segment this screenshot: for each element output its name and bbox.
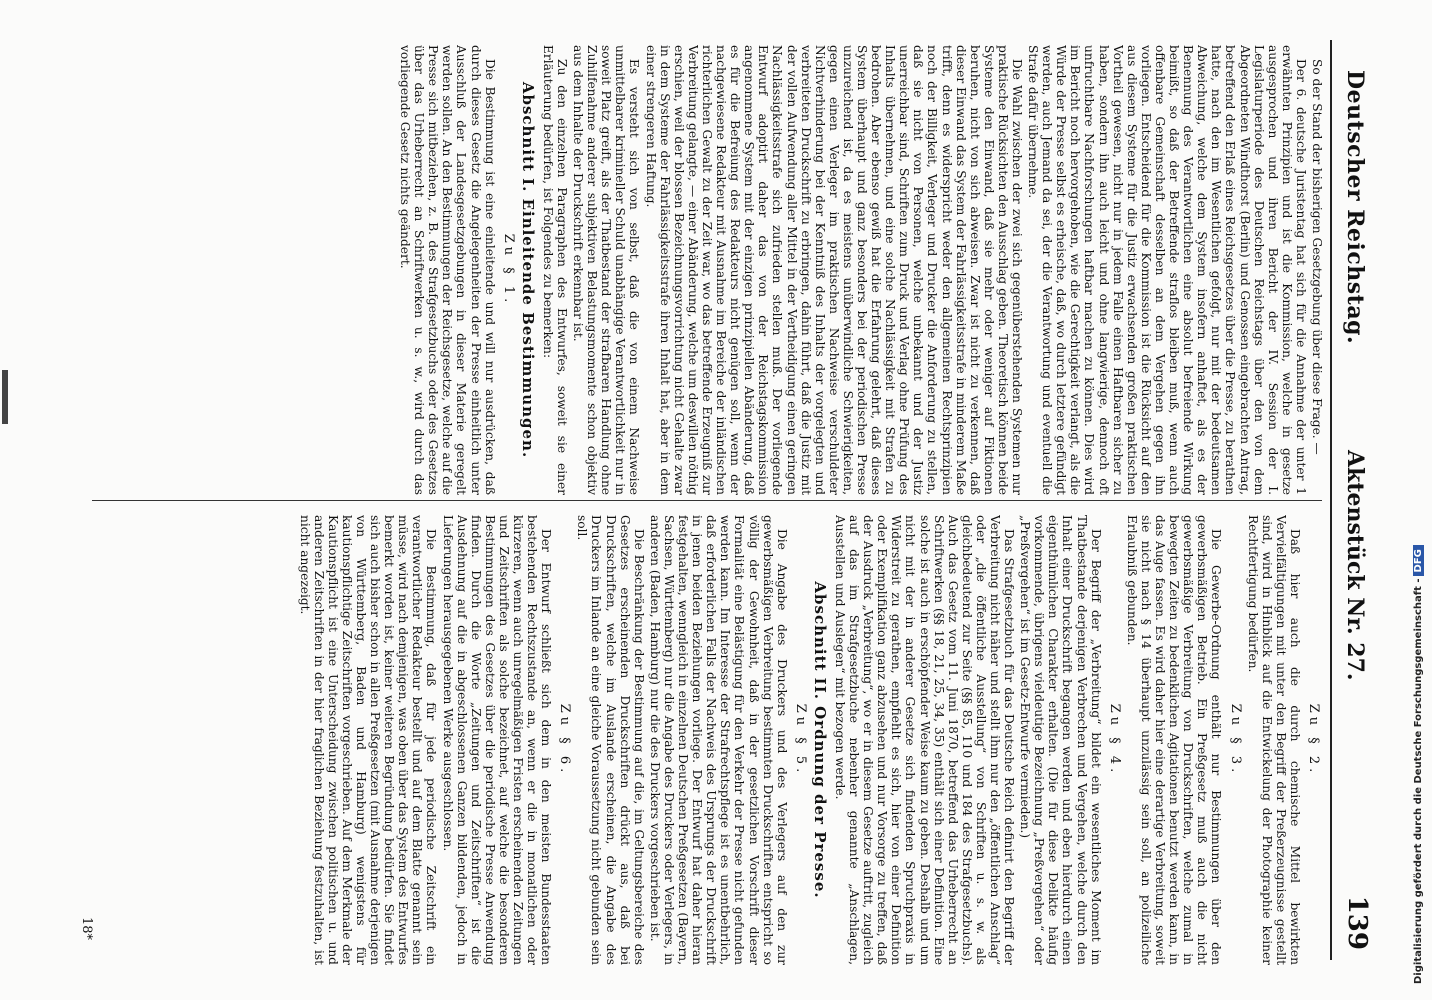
- text-column-right: [84, 515, 1324, 965]
- body-paragraph: Die Bestimmung, daß für jede periodische Zeitschrift ein verantwortlicher Redakteur bestellt und auf dem Blatte genannt sein müsse, wird nach demjenigen, was oben über das System des Entwurfes bemerkt worden ist, keiner weiteren Begründung bedürfen. Sie findet sich auch bisher schon in allen Preßgesetzen (mit Ausnahme derjenigen von Württemberg, Baden und Hamburg) wenigstens für kautionspflichtige Zeitschriften vorgeschrieben. Auf dem Merkmale der Kautionspflicht ist eine Unterscheidung zwischen politischen u. und anderen Zeitschriften in der hier fraglichen Beziehung festzuhalten, ist nicht angezeigt.: [297, 515, 439, 965]
- section-heading: Abschnitt I. Einleitende Bestimmungen.: [518, 81, 537, 459]
- body-paragraph: Der 6. deutsche Juristentag hat sich für die Annahme der unter 1 erwähnten Prinzipien und ist die Kommission, welche in gesetze ausgesprochen und ihren Bericht der IV. Session der I. Legislaturperiode des Deutschen Reichstags über den von dem Abgeordneten Windthorst (Berlin) und Genossen eingebrachten Antrag, betreffend den Erlaß eines Reichsgesetzes über die Presse, zu berathen hatte, nach den im Wesentlichen gefolgt, nur mit der bedeutsamen Abweichung, welche dem System insofern anhaftet, als es der Benennung des Verantwortlichen eine absolut befreiende Wirkung beimißt, so daß der Betreffende straflos bleiben muß, wenn auch offenbare Gemeinschaft desselben an dem Vergehen gegen ihn vorliegen. Entscheidend für die Kommission ist die Rücksicht auf den aus diesem Systeme für die Justiz erwachsenden großen praktischen Vortheil gewesen, nicht nur in jedem Falle einen Haftbaren sicher zu haben, sondern ihn auch leicht und ohne langwierige, dennoch oft unfruchtbare Nachforschungen haftbar machen zu können. Dies wird im Bericht noch hervorgehoben, wie die Gerechtigkeit verlangt, als die Würde der Presse selbst es erheische, daß, wo durch letztere gefündigt werden, auch Jemand da sei, der die Verantwortung und eventuell die Strafe dafür übernehme.: [1026, 45, 1308, 495]
- body-paragraph: Daß hier auch die durch chemische Mittel bewirkten Vervielfältigungen mit unter den Begriff der Preßerzeugnisse gestellt sind, wird in Hinblick auf die Entwickelung der Photographie keiner Rechtfertigung bedürfen.: [1245, 515, 1302, 965]
- paragraph-heading: Zu § 1.: [500, 233, 516, 307]
- body-paragraph: Die Angabe des Druckers und des Verlegers auf den zur gewerbsmäßigen Verbreitung bestimmten Druckschriften entspricht so völlig der Gewohnheit, daß in der gesetzlichen Vorschrift dieser Formalität eine Belästigung für den Verkehr der Presse nicht gefunden werden kann. Im Interesse der Strafrechtspflege ist es unentbehrlich, daß erforderlichen Falls der Nachweis des Ursprungs der Druckschrift in jenen beiden Beziehungen vorliege. Der Entwurf hat daher hieran festgehalten, wenngleich in einzelnen Deutschen Preßgesetzen (Bayern, Sachsen, Württemberg) nur die Angabe des Druckers oder Verlegers, in anderen (Baden, Hamburg) nur die des Druckers vorgeschrieben ist.: [647, 515, 789, 965]
- text-column-left: [84, 45, 1324, 495]
- dfg-logo: DFG: [1413, 545, 1424, 576]
- column-divider: [92, 500, 1322, 501]
- body-paragraph: Die Bestimmung ist eine einleitende und will nur ausdrücken, daß durch dieses Gesetz die Angelegenheiten der Presse einheitlich unter Ausschluß der Landesgesetzgebungen in dieser Materie geregelt werden sollen. An den Bestimmungen der Reichsgesetze, welche auf die Presse sich mitbeziehen, z. B. des Strafgesetzbuchs oder des Gesetzes über das Urheberrecht an Schriftwerken u. s. w., wird durch das vorliegende Gesetz nichts geändert.: [398, 45, 497, 495]
- body-paragraph: Der Entwurf schließt sich dem in den meisten Bundesstaaten bestehenden Rechtszustande an, wenn er die in monatlichen oder kürzeren, wenn auch unregelmäßigen Fristen erscheinenden Zeitungen und Zeitschriften als solche bezeichnet, auf welche die besonderen Bestimmungen des Gesetzes über die periodische Presse Anwendung finden. Durch die Worte „Zeitungen und Zeitschriften“ ist die Ausdehnung auf die in abgeschlossenen Ganzen bildenden, jedoch in Lieferungen herausgegebenen Werke ausgeschlossen.: [440, 515, 554, 965]
- paragraph-heading: Zu § 3.: [1227, 703, 1243, 777]
- body-paragraph: Die Wahl zwischen der zwei sich gegenüberstehenden Systemen nur praktische Rücksichten den Ausschlag geben. Theoretisch können beide Systeme den Einwand, daß sie mehr oder weniger auf Fiktionen beruhen, nicht von sich abweisen. Zwar ist nicht zu verkennen, daß dieser Einwand das System der Fahrlässigkeitsstrafe in minderem Maße trifft, denn es widerspricht weder den allgemeinen Rechtsprinzipien noch der Billigkeit, Verleger und Drucker die Anforderung zu stellen, daß sie nicht von Personen, welche unbekannt und der Justiz unerreichbar sind, Schriften zum Druck und Verlag ohne Prüfung des Inhalts übernehmen, und eine solche Nachlässigkeit mit Strafen zu bedrohen. Aber ebenso gewiß hat die Erfahrung gelehrt, daß dieses System überhaupt und ganz besonders bei der periodischen Presse unzureichend ist, da es meistens unüberwindliche Schwierigkeiten, gegen einen Verleger im praktischen Nachweise verschuldeter Nichtverhinderung bei der Kenntniß des Inhalts der vorgelegten und verbreiteten Druckschrift zu erbringen, dahin führt, daß die Justiz mit der vollen Aufwendung aller Mittel in der Vertheidigung einen geringen Nachlässigkeitsstrafe sich zufrieden stellen muß. Der vorliegende Entwurf adoptirt daher das von der Reichstagskommission angenommene System mit der einzigen prinzipiellen Abänderung, daß es für die Befreiung des Redakteurs nicht genügen soll, wenn der nachgewiesene Redakteur mit Ausnahme im Bereiche der inländischen richterlichen Gewalt zu der Zeit war, wo das betreffende Erzeugniß zur Verbreitung gelangte, — einer Abänderung, welche um deswillen nöthig erschien, weil der blossen Bezeichnungsvorrichtung nicht Gehalte zwar in dem Systeme der Fahrlässigkeitsstrafe ihren Inhalt hat, aber in dem einer strengeren Haftung.: [643, 45, 1025, 495]
- body-paragraph: Das Strafgesetzbuch für das Deutsche Reich definirt den Begriff der Verbreitung nicht näher und stellt ihm nur den „öffentlichen Anschlag“ oder „die öffentliche Ausstellung“ von Schriften u. s. w. als gleichbedeutend zur Seite (§§ 85, 110 und 184 des Strafgesetzbuchs). Auch das Gesetz vom 11. Juni 1870, betreffend das Urheberrecht an Schriftwerken (§§ 18, 21, 25, 34, 35) enthält sich einer Definition. Eine solche ist auch in erschöpfender Weise kaum zu geben. Deshalb und um nicht mit der in anderer Gesetze sich findenden Spruchpraxis in Widerstreit zu gerathen, empfiehlt es sich, hier von einer Definition oder Exemplifikation ganz abzusehen und nur Vorsorge zu treffen, daß der Ausdruck „Verbreitung“, wo er in diesem Gesetze auftritt, zugleich auf das im Strafgesetzbuche nebenher genannte „Anschlagen, Ausstellen und Auslegen“ mit bezogen werde.: [833, 515, 1017, 965]
- digitization-watermark: [1408, 6, 1430, 994]
- page-number: 139: [1342, 895, 1372, 950]
- body-paragraph: Die Gewerbe-Ordnung enthält nur Bestimmungen über den gewerbsmäßigen Betrieb. Ein Preßgesetz muß auch die nicht gewerbsmäßige Verbreitung von Druckschriften, welche zumal in bewegten Zeiten zu bedenklichen Agitationen benutzt werden kann, in das Auge fassen. Es wird daher hier eine derartige Verbreitung, soweit sie nicht nach § 14 überhaupt unzulässig sein soll, an polizeiliche Erlaubniß gebunden.: [1124, 515, 1224, 965]
- signature-mark: 18*: [79, 916, 94, 940]
- body-paragraph: Die Beschränkung der Bestimmung auf die, im Geltungsbereiche des Gesetzes erscheinenden Druckschriften drückt aus, daß bei Druckschriften, welche im Auslande erscheinen, die Angabe des Druckers im Inlande an eine gleiche Voraussetzung nicht gebunden sein soll.: [575, 515, 646, 965]
- running-header: [1334, 30, 1374, 970]
- paragraph-heading: Zu § 6.: [557, 703, 573, 777]
- header-center: Aktenstück Nr. 27.: [1342, 450, 1368, 681]
- header-left: Deutscher Reichstag.: [1342, 70, 1368, 345]
- body-paragraph: Zu den einzelnen Paragraphen des Entwurfes, soweit sie einer Erläuterung bedürfen, ist Folgendes zu bemerken:: [540, 45, 570, 495]
- section-heading: Abschnitt II. Ordnung der Presse.: [810, 581, 829, 899]
- paragraph-heading: Zu § 4.: [1106, 703, 1122, 777]
- header-rule: [1330, 40, 1332, 960]
- body-paragraph: So der Stand der bisherigen Gesetzgebung über diese Frage. —: [1310, 59, 1324, 455]
- paragraph-heading: Zu § 5.: [792, 703, 808, 777]
- body-paragraph: Es versteht sich von selbst, daß die von einem Nachweise unmittelbarer krimineller Schuld unabhängige Verantwortlichkeit nur in soweit Platz greift, als der Thatbestand der strafbaren Handlung ohne Zuhilfenahme anderer subjektiven Belastungsmomente schon objektiv aus dem Inhalte der Druckschrift erkennbar ist.: [571, 45, 642, 495]
- watermark-text: Digitalisierung gefördert durch die Deutsche Forschungsgemeinschaft -: [1413, 578, 1424, 984]
- paragraph-heading: Zu § 2.: [1306, 703, 1321, 777]
- body-paragraph: Der Begriff der „Verbreitung“ bildet ein wesentliches Moment im Thatbestande derjenigen Verbrechen und Vergehen, welche durch den Inhalt einer Druckschrift begangen werden und eben hierdurch einen eigenthümlichen Charakter erhalten. (Die für diese Delikte häufig vorkommende, übrigens vieldeutige Bezeichnung „Preßvergehen“ oder „Preßvergehen“ ist im Gesetz-Entwurfe vermieden.): [1018, 515, 1103, 965]
